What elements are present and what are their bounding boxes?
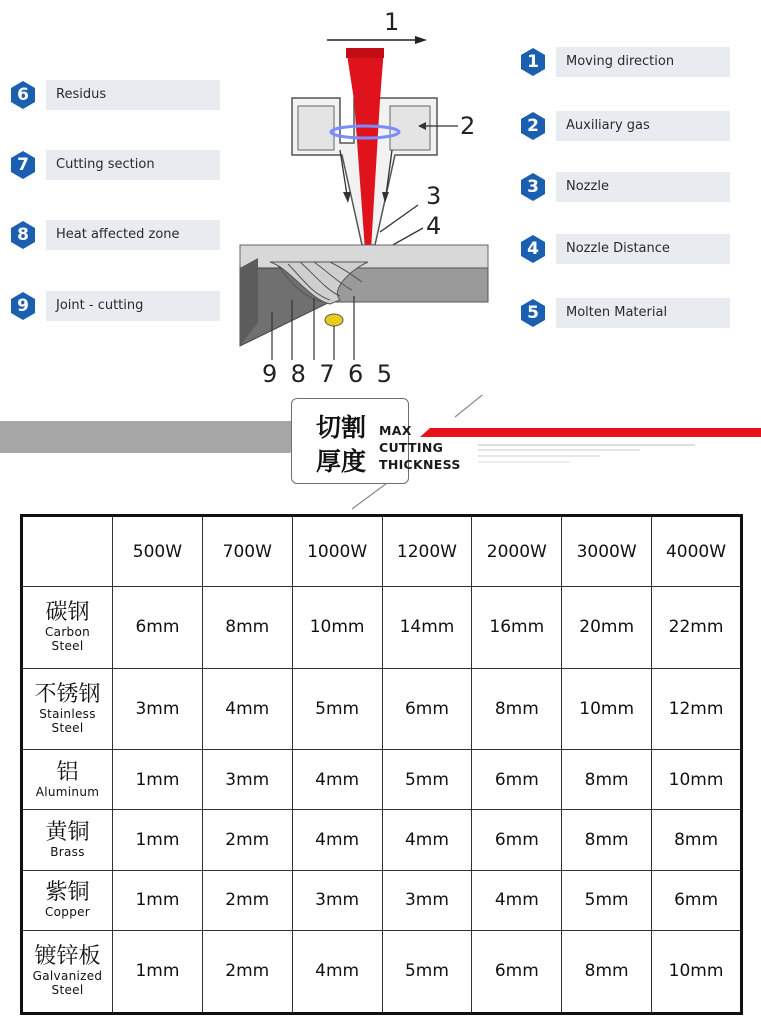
material-en: Carbon: [44, 625, 91, 640]
gray-stripe: [0, 421, 318, 453]
bottom-numbers: [262, 360, 392, 388]
housing-left-chamber: [298, 106, 334, 150]
legend-label: Heat affected zone: [46, 220, 220, 250]
red-stripe: [420, 428, 761, 437]
power-header: 2000W: [472, 516, 562, 587]
thickness-cell: 12mm: [652, 668, 742, 750]
thickness-cell: 2mm: [202, 930, 292, 1013]
thickness-cell: 5mm: [292, 668, 382, 750]
material-cell: [22, 750, 113, 810]
number-badge: 8: [8, 220, 38, 250]
material-en: Steel: [51, 983, 84, 998]
laser-head-diagram: [230, 0, 510, 395]
thickness-cell: 8mm: [652, 810, 742, 870]
number-badge: 5: [518, 298, 548, 328]
legend-item-cutting-section: [8, 150, 220, 180]
thickness-cell: 6mm: [472, 810, 562, 870]
legend-label: Nozzle Distance: [556, 234, 730, 264]
legend-label: Residus: [46, 80, 220, 110]
thickness-cell: 6mm: [113, 587, 203, 669]
material-cn: 不锈钢: [34, 682, 101, 708]
material-en: Brass: [50, 845, 85, 860]
thickness-cell: 4mm: [292, 750, 382, 810]
power-header: 1200W: [382, 516, 472, 587]
thickness-cell: 1mm: [113, 870, 203, 930]
banner-title-en-2: CUTTING: [379, 440, 444, 455]
bottom-number-6: 6: [348, 360, 364, 388]
material-cell: [22, 810, 113, 870]
banner-title-cn-2: 厚度: [316, 447, 367, 476]
thickness-cell: 5mm: [562, 870, 652, 930]
table-row: [22, 587, 742, 669]
thickness-cell: 8mm: [562, 930, 652, 1013]
number-badge: 4: [518, 234, 548, 264]
thickness-cell: 3mm: [382, 870, 472, 930]
thickness-cell: 3mm: [292, 870, 382, 930]
thickness-cell: 10mm: [652, 750, 742, 810]
material-en: Stainless: [39, 707, 96, 722]
thickness-cell: 2mm: [202, 870, 292, 930]
thickness-cell: 8mm: [202, 587, 292, 669]
legend-label: Molten Material: [556, 298, 730, 328]
power-header: 3000W: [562, 516, 652, 587]
banner-title-en-1: MAX: [379, 423, 412, 438]
thickness-cell: 6mm: [472, 930, 562, 1013]
thickness-cell: 16mm: [472, 587, 562, 669]
material-en: Steel: [51, 639, 84, 654]
table-row: [22, 750, 742, 810]
banner-title-en-3: THICKNESS: [379, 457, 461, 472]
material-en: Galvanized: [32, 969, 103, 984]
table-row: [22, 930, 742, 1013]
material-cell: [22, 587, 113, 669]
molten-drop: [325, 314, 343, 326]
legend-label: Moving direction: [556, 47, 730, 77]
material-cell: [22, 668, 113, 750]
bottom-number-7: 7: [319, 360, 335, 388]
material-cell: [22, 930, 113, 1013]
legend-item-heat-affected-zone: [8, 220, 220, 250]
legend-item-residus: [8, 80, 220, 110]
thickness-cell: 5mm: [382, 750, 472, 810]
bottom-number-8: 8: [290, 360, 306, 388]
legend-item-moving-direction: [518, 47, 730, 77]
thickness-cell: 6mm: [652, 870, 742, 930]
thickness-cell: 10mm: [292, 587, 382, 669]
table-row: [22, 870, 742, 930]
number-badge: 6: [8, 80, 38, 110]
material-cn: 黄铜: [45, 820, 90, 846]
thickness-cell: 10mm: [652, 930, 742, 1013]
material-en: Steel: [51, 721, 84, 736]
legend-label: Cutting section: [46, 150, 220, 180]
table-header-row: [22, 516, 742, 587]
number-badge: 1: [518, 47, 548, 77]
thickness-cell: 4mm: [202, 668, 292, 750]
thickness-cell: 4mm: [382, 810, 472, 870]
banner-title-cn-1: 切割: [316, 413, 367, 442]
number-badge: 9: [8, 291, 38, 321]
thickness-cell: 6mm: [472, 750, 562, 810]
thickness-cell: 2mm: [202, 810, 292, 870]
callout-2: 2: [460, 112, 476, 140]
material-cell: [22, 870, 113, 930]
thickness-cell: 10mm: [562, 668, 652, 750]
thickness-cell: 5mm: [382, 930, 472, 1013]
thickness-cell: 4mm: [292, 810, 382, 870]
callout-4: 4: [426, 212, 442, 240]
thickness-cell: 8mm: [562, 810, 652, 870]
thickness-cell: 8mm: [472, 668, 562, 750]
number-badge: 2: [518, 111, 548, 141]
material-cn: 铝: [56, 759, 79, 785]
number-badge: 3: [518, 172, 548, 202]
number-badge: 7: [8, 150, 38, 180]
power-header: 1000W: [292, 516, 382, 587]
thickness-cell: 14mm: [382, 587, 472, 669]
legend-label: Nozzle: [556, 172, 730, 202]
table-row: [22, 668, 742, 750]
power-header: 500W: [113, 516, 203, 587]
legend-item-nozzle: [518, 172, 730, 202]
bottom-number-5: 5: [376, 360, 392, 388]
power-header: 4000W: [652, 516, 742, 587]
thickness-cell: 20mm: [562, 587, 652, 669]
thickness-cell: 8mm: [562, 750, 652, 810]
material-en: Aluminum: [35, 784, 100, 799]
legend-item-joint-cutting: [8, 291, 220, 321]
material-cn: 镀锌板: [34, 944, 101, 970]
legend-label: Joint - cutting: [46, 291, 220, 321]
power-header: 700W: [202, 516, 292, 587]
arrow-head: [415, 36, 427, 44]
legend-label: Auxiliary gas: [556, 111, 730, 141]
thickness-cell: 3mm: [113, 668, 203, 750]
max-cutting-thickness-table: [20, 514, 743, 1015]
thickness-cell: 22mm: [652, 587, 742, 669]
thickness-cell: 6mm: [382, 668, 472, 750]
thickness-cell: 4mm: [472, 870, 562, 930]
thickness-cell: 4mm: [292, 930, 382, 1013]
table-row: [22, 810, 742, 870]
legend-item-molten-material: [518, 298, 730, 328]
legend-item-auxiliary-gas: [518, 111, 730, 141]
material-cn: 碳钢: [45, 600, 90, 626]
thickness-cell: 1mm: [113, 750, 203, 810]
callout-3: 3: [426, 182, 442, 210]
thickness-cell: 3mm: [202, 750, 292, 810]
material-en: Copper: [44, 905, 91, 920]
thickness-cell: 1mm: [113, 930, 203, 1013]
thickness-cell: 1mm: [113, 810, 203, 870]
material-cn: 紫铜: [45, 880, 90, 906]
legend-item-nozzle-distance: [518, 234, 730, 264]
corner-cell: [22, 516, 113, 587]
callout-1: 1: [384, 8, 400, 36]
bottom-number-9: 9: [262, 360, 278, 388]
